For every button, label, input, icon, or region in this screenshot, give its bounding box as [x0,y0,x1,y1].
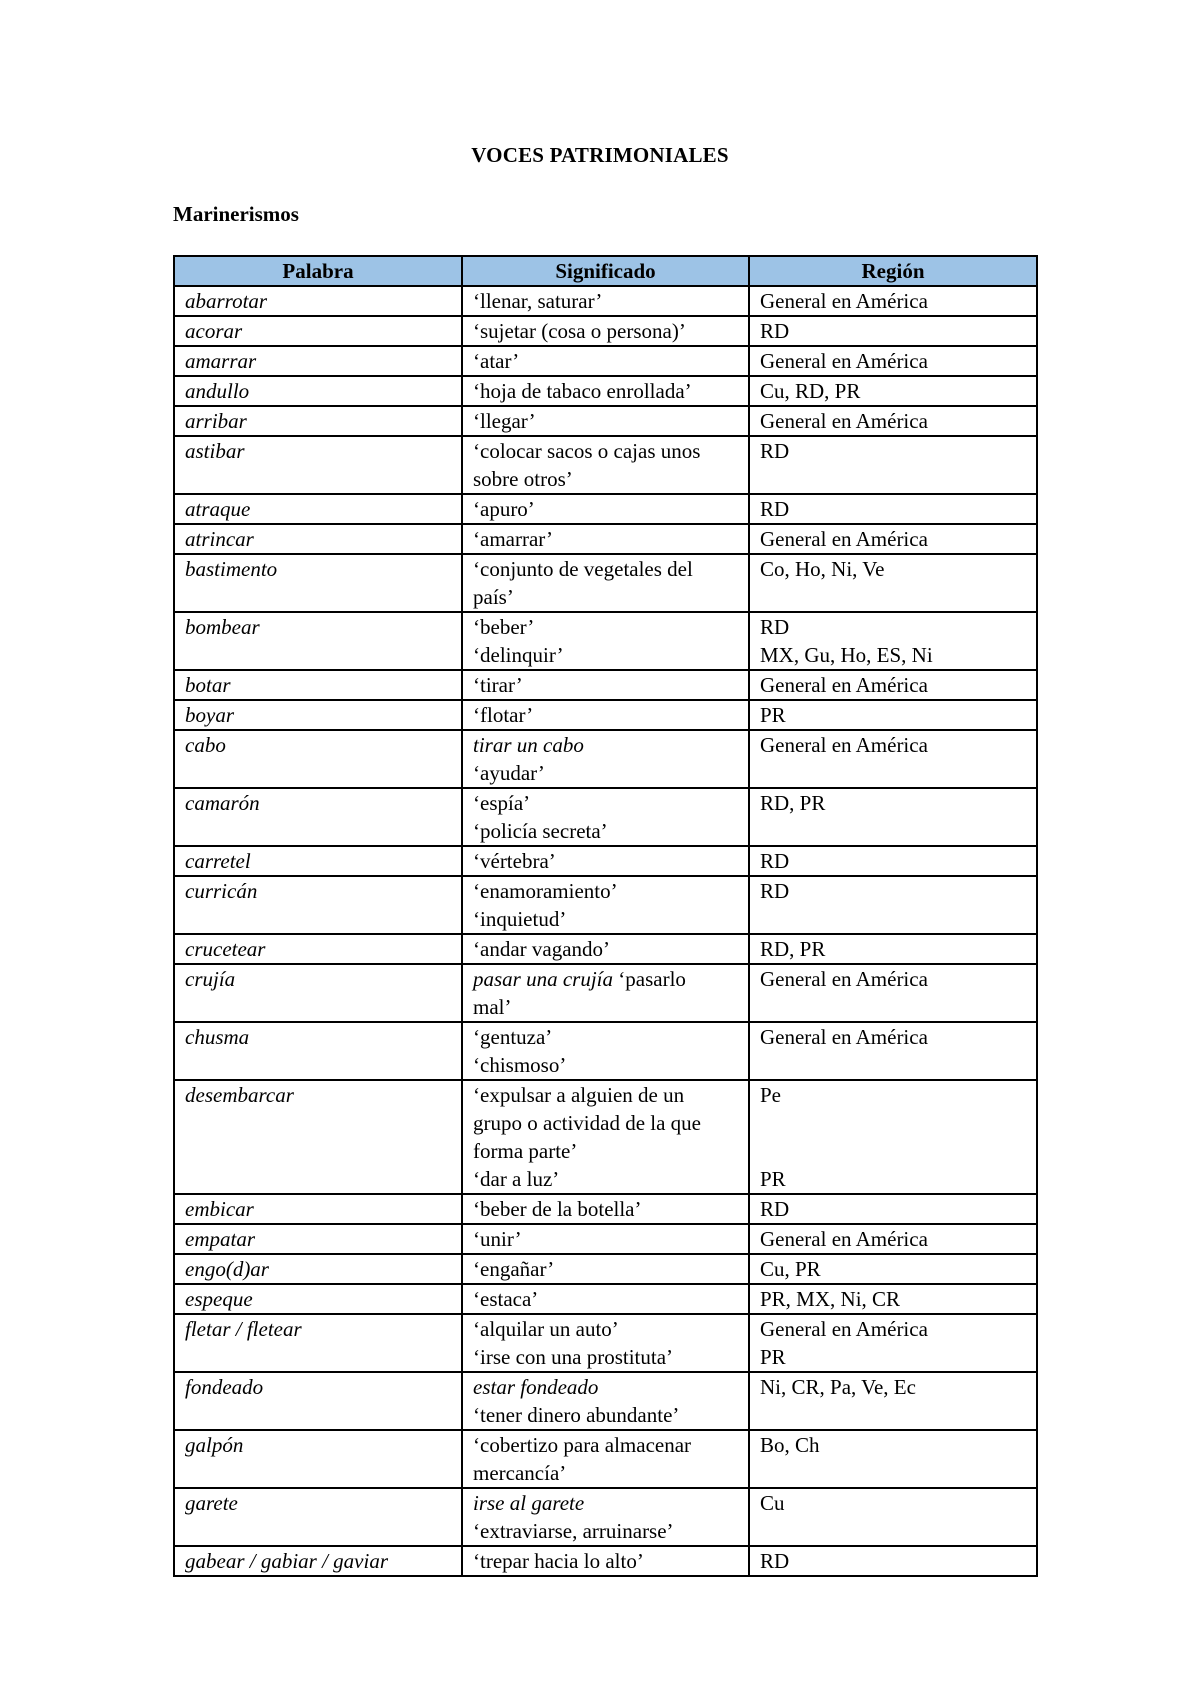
meaning-cell [462,286,749,316]
region-cell [749,376,1037,406]
region-cell [749,846,1037,876]
table-row [174,316,1037,346]
meaning-line [473,1165,738,1193]
region-cell [749,1194,1037,1224]
meaning-cell [462,554,749,612]
meaning-line [473,1373,738,1401]
meaning-line [473,789,738,817]
meaning-cell [462,1080,749,1194]
region-line: RD [760,439,790,463]
region-cell [749,1284,1037,1314]
meaning-text: ‘beber’ [473,615,535,639]
meaning-text: ‘llegar’ [473,409,536,433]
region-line: PR [760,703,786,727]
region-line: RD, PR [760,937,826,961]
meaning-text: ‘trepar hacia lo alto’ [473,1549,644,1573]
meaning-text: ‘flotar’ [473,703,534,727]
table-row [174,1488,1037,1546]
meaning-cell [462,524,749,554]
meaning-text: mal’ [473,995,512,1019]
meaning-cell [462,436,749,494]
meaning-cell [462,1314,749,1372]
table-row [174,1430,1037,1488]
meaning-line [473,1315,738,1343]
table-row [174,788,1037,846]
region-cell [749,406,1037,436]
meaning-line [473,1255,738,1283]
meaning-cell [462,876,749,934]
word-cell: atrincar [174,524,462,554]
meaning-text: ‘unir’ [473,1227,522,1251]
word-cell: desembarcar [174,1080,462,1194]
meaning-line [473,465,738,493]
meaning-line [473,847,738,875]
region-cell [749,524,1037,554]
word-cell: crujía [174,964,462,1022]
meaning-line [473,347,738,375]
meaning-text: ‘andar vagando’ [473,937,611,961]
word-cell: curricán [174,876,462,934]
meaning-line [473,877,738,905]
meaning-cell [462,730,749,788]
meaning-text: ‘beber de la botella’ [473,1197,642,1221]
region-cell [749,670,1037,700]
region-line: RD [760,615,790,639]
meaning-cell [462,1194,749,1224]
meaning-line [473,317,738,345]
meaning-cell [462,846,749,876]
word-cell: garete [174,1488,462,1546]
region-cell [749,1080,1037,1194]
meaning-text: ‘atar’ [473,349,520,373]
region-line: RD [760,849,790,873]
region-cell [749,1546,1037,1576]
table-row [174,1224,1037,1254]
table-row [174,524,1037,554]
meaning-line [473,613,738,641]
meaning-cell [462,1022,749,1080]
table-row [174,612,1037,670]
word-cell: acorar [174,316,462,346]
meaning-phrase: irse al garete [473,1491,585,1515]
meaning-text: ‘enamoramiento’ [473,879,618,903]
meaning-text: ‘extraviarse, arruinarse’ [473,1519,674,1543]
meaning-line [473,525,738,553]
word-cell: fondeado [174,1372,462,1430]
meaning-line [473,641,738,669]
meaning-line [473,935,738,963]
meaning-cell [462,494,749,524]
region-line: MX, Gu, Ho, ES, Ni [760,643,933,667]
region-cell [749,1022,1037,1080]
region-line: PR [760,1167,786,1191]
word-cell: arribar [174,406,462,436]
region-line: General en América [760,733,928,757]
meaning-text: ‘conjunto de vegetales del [473,557,693,581]
meaning-line [473,1023,738,1051]
meaning-text: ‘estaca’ [473,1287,539,1311]
meaning-line [473,701,738,729]
word-cell: engo(d)ar [174,1254,462,1284]
region-line: RD [760,879,790,903]
meaning-line [473,1195,738,1223]
word-cell: cabo [174,730,462,788]
region-cell [749,1254,1037,1284]
meaning-cell [462,670,749,700]
meaning-cell [462,1284,749,1314]
table-body [174,286,1037,1576]
meaning-line [473,905,738,933]
meaning-text: ‘cobertizo para almacenar [473,1433,692,1457]
vocabulary-table [173,255,1038,1577]
region-line: Pe [760,1083,781,1107]
meaning-line [473,1051,738,1079]
word-cell: fletar / fletear [174,1314,462,1372]
meaning-line [473,1137,738,1165]
meaning-text: ‘dar a luz’ [473,1167,560,1191]
meaning-text: ‘inquietud’ [473,907,567,931]
meaning-text: ‘gentuza’ [473,1025,553,1049]
meaning-line [473,495,738,523]
table-row [174,846,1037,876]
meaning-line [473,583,738,611]
region-cell [749,1314,1037,1372]
word-cell: gabear / gabiar / gaviar [174,1546,462,1576]
region-line: General en América [760,409,928,433]
region-line: General en América [760,1227,928,1251]
meaning-cell [462,700,749,730]
region-cell [749,316,1037,346]
table-row [174,554,1037,612]
region-cell [749,286,1037,316]
table-row [174,700,1037,730]
region-cell [749,964,1037,1022]
meaning-cell [462,964,749,1022]
word-cell: galpón [174,1430,462,1488]
meaning-line [473,759,738,787]
word-cell: bombear [174,612,462,670]
table-row [174,494,1037,524]
meaning-cell [462,934,749,964]
table-row [174,1254,1037,1284]
word-cell: andullo [174,376,462,406]
meaning-line [473,965,738,993]
meaning-phrase: estar fondeado [473,1375,599,1399]
table-row [174,1314,1037,1372]
meaning-line [473,555,738,583]
meaning-line [473,1225,738,1253]
meaning-line [473,437,738,465]
region-line: RD [760,497,790,521]
meaning-text: ‘chismoso’ [473,1053,567,1077]
meaning-text: ‘apuro’ [473,497,535,521]
region-cell [749,934,1037,964]
meaning-cell [462,1254,749,1284]
meaning-line [473,287,738,315]
table-row [174,376,1037,406]
word-cell: camarón [174,788,462,846]
region-line: Bo, Ch [760,1433,820,1457]
word-cell: empatar [174,1224,462,1254]
table-row [174,436,1037,494]
meaning-text: mercancía’ [473,1461,567,1485]
meaning-text: ‘tener dinero abundante’ [473,1403,680,1427]
region-line: General en América [760,349,928,373]
table-row [174,1080,1037,1194]
meaning-text: forma parte’ [473,1139,578,1163]
region-cell [749,554,1037,612]
region-cell [749,436,1037,494]
meaning-text: grupo o actividad de la que [473,1111,702,1135]
meaning-line [473,817,738,845]
word-cell: embicar [174,1194,462,1224]
meaning-line [473,1401,738,1429]
table-row [174,1022,1037,1080]
region-line: Ni, CR, Pa, Ve, Ec [760,1375,916,1399]
table-row [174,1284,1037,1314]
region-cell [749,876,1037,934]
region-cell [749,346,1037,376]
meaning-text: ‘irse con una prostituta’ [473,1345,674,1369]
region-line: General en América [760,1317,928,1341]
table-row [174,876,1037,934]
meaning-line [473,407,738,435]
word-cell: botar [174,670,462,700]
meaning-cell [462,1488,749,1546]
region-line [760,1137,1026,1165]
table-header-row [174,256,1037,286]
meaning-cell [462,316,749,346]
table-row [174,286,1037,316]
word-cell: espeque [174,1284,462,1314]
meaning-text: ‘amarrar’ [473,527,554,551]
region-cell [749,700,1037,730]
region-line: RD [760,1549,790,1573]
meaning-cell [462,788,749,846]
meaning-cell [462,376,749,406]
word-cell: amarrar [174,346,462,376]
region-line: Co, Ho, Ni, Ve [760,557,885,581]
meaning-line [473,1343,738,1371]
meaning-text: ‘pasarlo [613,967,686,991]
meaning-text: ‘espía’ [473,791,531,815]
meaning-cell [462,406,749,436]
table-row [174,964,1037,1022]
meaning-line [473,1459,738,1487]
meaning-line [473,671,738,699]
section-heading: Marinerismos [173,202,299,226]
meaning-text: sobre otros’ [473,467,573,491]
meaning-text: ‘vértebra’ [473,849,556,873]
meaning-text: ‘ayudar’ [473,761,545,785]
meaning-text: ‘delinquir’ [473,643,564,667]
meaning-cell [462,1546,749,1576]
region-cell [749,788,1037,846]
document-title: VOCES PATRIMONIALES [471,143,729,167]
region-line [760,1109,1026,1137]
meaning-text: ‘sujetar (cosa o persona)’ [473,319,686,343]
region-line: RD [760,1197,790,1221]
region-cell [749,1430,1037,1488]
table-row [174,1194,1037,1224]
word-cell: abarrotar [174,286,462,316]
region-line: Cu, PR [760,1257,821,1281]
meaning-phrase: tirar un cabo [473,733,584,757]
table-row [174,730,1037,788]
region-line: General en América [760,289,928,313]
region-cell [749,494,1037,524]
meaning-line [473,1489,738,1517]
meaning-line [473,1431,738,1459]
meaning-text: ‘expulsar a alguien de un [473,1083,685,1107]
word-cell: carretel [174,846,462,876]
meaning-cell [462,1224,749,1254]
word-cell: boyar [174,700,462,730]
region-line: Cu [760,1491,785,1515]
meaning-text: ‘alquilar un auto’ [473,1317,619,1341]
meaning-text: ‘engañar’ [473,1257,555,1281]
meaning-cell [462,1430,749,1488]
region-cell [749,612,1037,670]
meaning-text: ‘colocar sacos o cajas unos [473,439,701,463]
table-row [174,934,1037,964]
meaning-line [473,1285,738,1313]
region-line: General en América [760,673,928,697]
region-line: RD [760,319,790,343]
meaning-line [473,1081,738,1109]
table-row [174,406,1037,436]
header-significado: Significado [462,256,749,286]
meaning-text: ‘hoja de tabaco enrollada’ [473,379,692,403]
meaning-line [473,1517,738,1545]
meaning-phrase: pasar una crujía [473,967,614,991]
meaning-cell [462,612,749,670]
meaning-text: ‘tirar’ [473,673,523,697]
table-row [174,1546,1037,1576]
meaning-cell [462,346,749,376]
word-cell: bastimento [174,554,462,612]
meaning-text: país’ [473,585,514,609]
meaning-line [473,731,738,759]
meaning-line [473,1547,738,1575]
table-row [174,670,1037,700]
region-cell [749,730,1037,788]
word-cell: chusma [174,1022,462,1080]
region-line: General en América [760,967,928,991]
meaning-line [473,993,738,1021]
word-cell: atraque [174,494,462,524]
meaning-line [473,377,738,405]
table-row [174,346,1037,376]
region-line: Cu, RD, PR [760,379,861,403]
meaning-text: ‘llenar, saturar’ [473,289,603,313]
meaning-text: ‘policía secreta’ [473,819,608,843]
region-line: PR [760,1345,786,1369]
region-line: PR, MX, Ni, CR [760,1287,901,1311]
region-line: General en América [760,1025,928,1049]
region-cell [749,1488,1037,1546]
header-palabra: Palabra [174,256,462,286]
meaning-line [473,1109,738,1137]
meaning-cell [462,1372,749,1430]
table-row [174,1372,1037,1430]
region-line: RD, PR [760,791,826,815]
word-cell: crucetear [174,934,462,964]
region-cell [749,1372,1037,1430]
header-region: Región [749,256,1037,286]
region-line: General en América [760,527,928,551]
word-cell: astibar [174,436,462,494]
region-cell [749,1224,1037,1254]
